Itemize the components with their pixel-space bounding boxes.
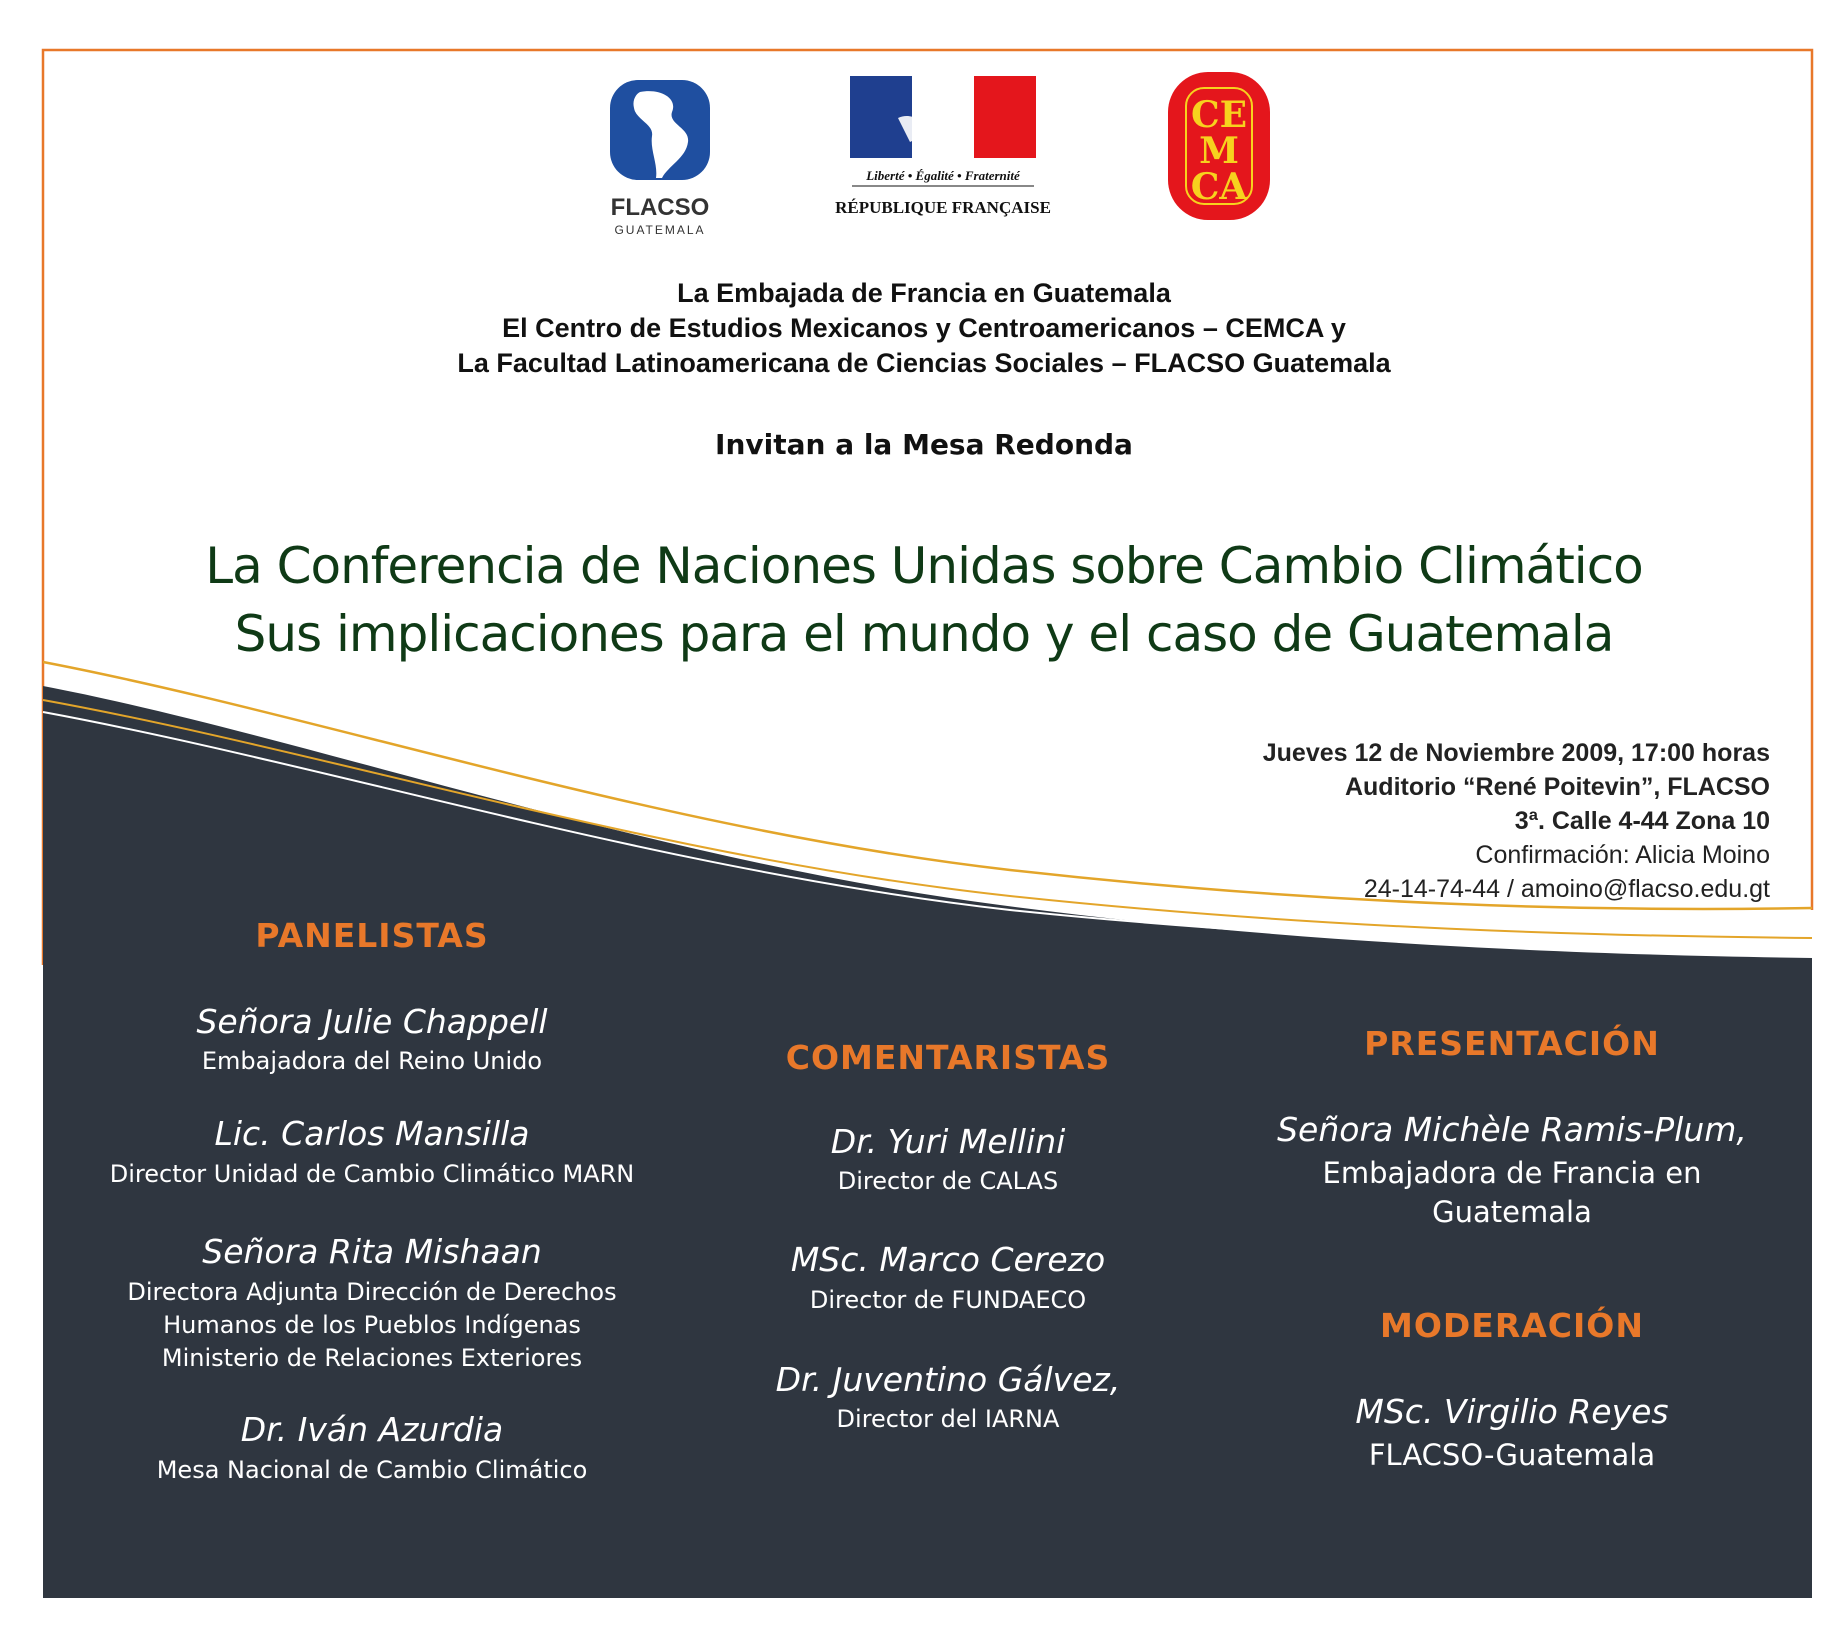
event-contact[interactable]: 24-14-74-44 / amoino@flacso.edu.gt [1363, 875, 1770, 903]
panelistas-heading: PANELISTAS [255, 916, 489, 955]
panelist-1-name: Señora Julie Chappell [196, 1002, 548, 1041]
moderacion-name: MSc. Virgilio Reyes [1355, 1392, 1669, 1431]
republique-francaise-logo [835, 76, 1051, 217]
panelist-3-role-1: Directora Adjunta Dirección de Derechos [127, 1278, 617, 1306]
moderacion-heading: MODERACIÓN [1380, 1306, 1644, 1345]
host-line-3: La Facultad Latinoamericana de Ciencias Sociales – FLACSO Guatemala [457, 348, 1391, 378]
event-details [970, 736, 1770, 906]
presentacion-role-1: Embajadora de Francia en [1322, 1156, 1702, 1190]
panelist-3-name: Señora Rita Mishaan [202, 1232, 542, 1271]
comentarista-2-role: Director de FUNDAECO [809, 1286, 1087, 1314]
event-title [100, 532, 1748, 668]
host-line-2: El Centro de Estudios Mexicanos y Centroamericanos – CEMCA y [502, 313, 1346, 343]
france-country: RÉPUBLIQUE FRANÇAISE [835, 198, 1051, 217]
presentacion-heading: PRESENTACIÓN [1364, 1024, 1660, 1063]
panelist-4-role: Mesa Nacional de Cambio Climático [156, 1456, 588, 1484]
comentarista-3-name: Dr. Juventino Gálvez, [775, 1360, 1121, 1399]
event-confirm: Confirmación: Alicia Moino [1475, 841, 1770, 869]
flacso-logo-name: FLACSO [610, 194, 710, 221]
comentarista-1-role: Director de CALAS [837, 1167, 1059, 1195]
panelist-2-name: Lic. Carlos Mansilla [214, 1114, 530, 1153]
invite-line: Invitan a la Mesa Redonda [715, 428, 1133, 461]
moderacion-role: FLACSO-Guatemala [1368, 1438, 1656, 1472]
panelist-2-role: Director Unidad de Cambio Climático MARN [109, 1160, 635, 1188]
france-motto: Liberté • Égalité • Fraternité [866, 168, 1020, 183]
host-line-1: La Embajada de Francia en Guatemala [677, 278, 1171, 308]
comentaristas-heading: COMENTARISTAS [785, 1038, 1111, 1077]
panelist-4-name: Dr. Iván Azurdia [240, 1410, 504, 1449]
presentacion-name: Señora Michèle Ramis-Plum, [1277, 1110, 1747, 1149]
cemca-logo [1168, 72, 1270, 220]
hosts-block [300, 276, 1548, 381]
event-date: Jueves 12 de Noviembre 2009, 17:00 horas [1262, 739, 1770, 767]
comentarista-1-name: Dr. Yuri Mellini [830, 1122, 1066, 1161]
presentacion-role-2: Guatemala [1432, 1195, 1592, 1229]
comentarista-2-name: MSc. Marco Cerezo [790, 1240, 1106, 1279]
cemca-letters-2: M [1199, 130, 1239, 172]
event-venue: Auditorio “René Poitevin”, FLACSO [1344, 773, 1770, 801]
event-title-line-2: Sus implicaciones para el mundo y el caso de Guatemala [234, 605, 1614, 663]
comentarista-3-role: Director del IARNA [836, 1405, 1060, 1433]
event-title-line-1: La Conferencia de Naciones Unidas sobre Cambio Climático [205, 537, 1643, 595]
panelist-3-role-3: Ministerio de Relaciones Exteriores [161, 1344, 583, 1372]
flacso-logo [610, 80, 710, 237]
cemca-letters-3: CA [1190, 166, 1248, 208]
panelist-3-role-2: Humanos de los Pueblos Indígenas [163, 1311, 581, 1339]
cemca-letters-1: CE [1190, 94, 1248, 136]
flacso-logo-sub: GUATEMALA [614, 223, 706, 237]
event-address: 3ª. Calle 4-44 Zona 10 [1514, 807, 1770, 835]
panelist-1-role: Embajadora del Reino Unido [201, 1047, 543, 1075]
